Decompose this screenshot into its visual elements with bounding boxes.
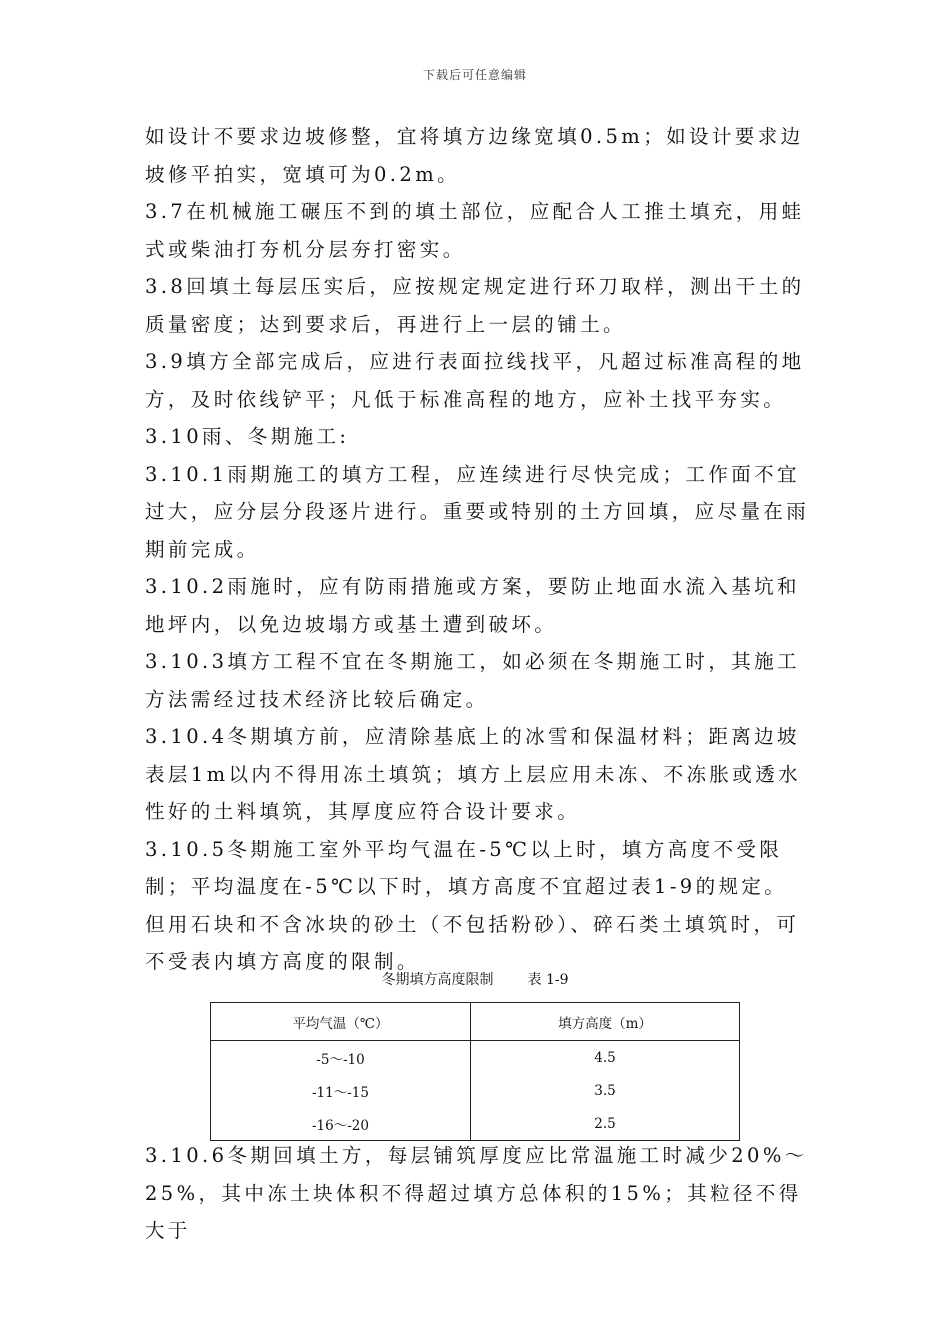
table-row [211, 1107, 740, 1141]
table-cell: -16～-20 [211, 1107, 471, 1141]
winter-fill-height-table [210, 1002, 740, 1141]
paragraph: 3.7在机械施工碾压不到的填土部位，应配合人工推土填充，用蛙式或柴油打夯机分层夯打密实。 [145, 200, 805, 261]
table-caption-number: 表 1-9 [527, 972, 569, 988]
table-cell: -11～-15 [211, 1074, 471, 1107]
table-header-row [211, 1003, 740, 1041]
paragraph: 如设计不要求边坡修整，宜将填方边缘宽填0.5m；如设计要求边坡修平拍实，宽填可为0.2m。 [145, 125, 804, 186]
paragraph: 3.8回填土每层压实后，应按规定规定进行环刀取样，测出干土的质量密度；达到要求后，再进行上一层的铺土。 [145, 275, 805, 336]
paragraph: 3.10.2雨施时，应有防雨措施或方案，要防止地面水流入基坑和地坪内，以免边坡塌方或基土遭到破坏。 [145, 575, 800, 636]
paragraph: 3.10.6冬期回填土方，每层铺筑厚度应比常温施工时减少20%～25%，其中冻土块体积不得超过填方总体积的15%；其粒径不得大于 [145, 1144, 808, 1242]
paragraph: 3.10.5冬期施工室外平均气温在-5℃以上时，填方高度不受限制；平均温度在-5℃以下时，填方高度不宜超过表1-9的规定。但用石块和不含冰块的砂土（不包括粉砂）、碎石类土填筑时，可不受表内填方高度的限制。 [145, 837, 800, 973]
body-text-continued [145, 1137, 810, 1250]
paragraph: 3.10.1雨期施工的填方工程，应连续进行尽快完成；工作面不宜过大，应分层分段逐片进行。重要或特别的土方回填，应尽量在雨期前完成。 [145, 462, 810, 561]
table-caption-title: 冬期填方高度限制 [381, 972, 494, 988]
header-note: 下载后可任意编辑 [422, 68, 527, 82]
paragraph: 3.10.3填方工程不宜在冬期施工，如必须在冬期施工时，其施工方法需经过技术经济比较后确定。 [145, 650, 800, 711]
table-cell: 3.5 [471, 1074, 740, 1107]
paragraph: 3.10.4冬期填方前，应清除基底上的冰雪和保温材料；距离边坡表层1m以内不得用冻土填筑；填方上层应用未冻、不冻胀或透水性好的土料填筑，其厚度应符合设计要求。 [145, 725, 801, 823]
table-cell: 4.5 [471, 1041, 740, 1075]
body-text [145, 118, 810, 981]
table-cell: 2.5 [471, 1107, 740, 1141]
table-caption [0, 969, 950, 989]
paragraph: 3.9填方全部完成后，应进行表面拉线找平，凡超过标准高程的地方，及时依线铲平；凡低于标准高程的地方，应补土找平夯实。 [145, 350, 805, 411]
table-row [211, 1041, 740, 1075]
table-header-cell: 填方高度（m） [471, 1003, 740, 1041]
section-heading: 3.10雨、冬期施工: [145, 425, 350, 448]
table-header-cell: 平均气温（℃） [211, 1003, 471, 1041]
table-cell: -5～-10 [211, 1041, 471, 1075]
table-row [211, 1074, 740, 1107]
